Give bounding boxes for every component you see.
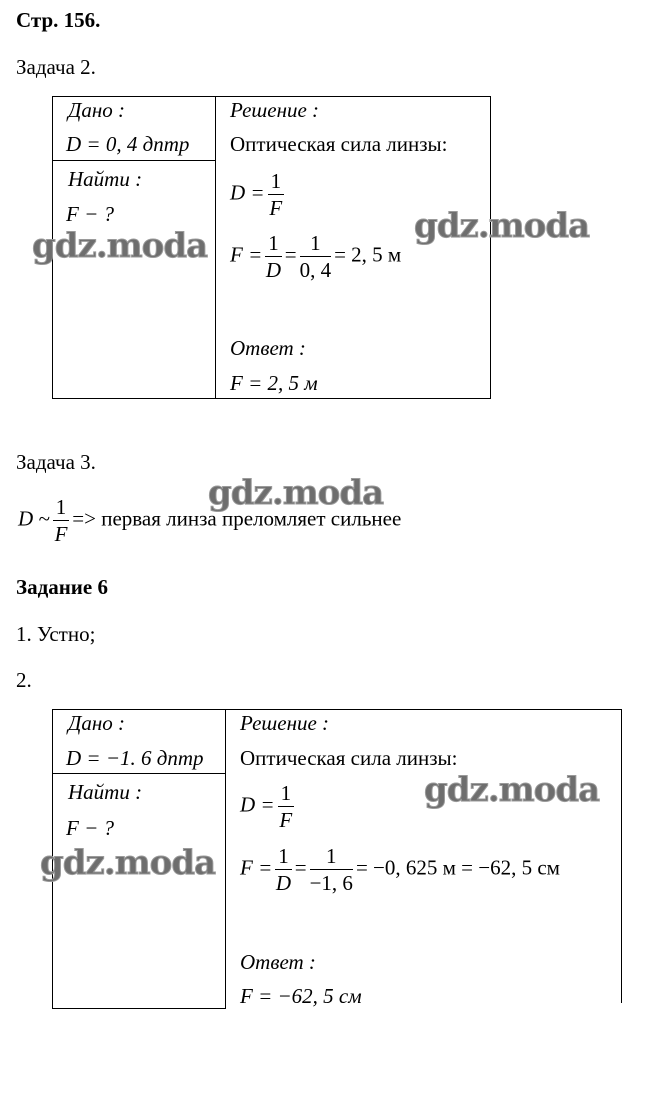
ex6-formula-2 <box>240 845 560 894</box>
task2-f2-den1: D <box>265 258 282 283</box>
task2-solution-label: Решение : <box>230 98 320 122</box>
ex6-f2-fraction-1 <box>275 845 292 894</box>
task2-row-divider <box>52 160 216 161</box>
watermark-3: gdz.moda <box>208 473 384 513</box>
exercise6-item-2: 2. <box>16 668 32 692</box>
ex6-f2-fraction-2 <box>310 845 353 894</box>
watermark-4: gdz.moda <box>424 770 600 810</box>
task2-f2-den2: 0, 4 <box>299 258 332 283</box>
task2-answer-value: F = 2, 5 м <box>230 371 318 395</box>
ex6-f2-lhs: F = <box>240 855 273 880</box>
task3-den: F <box>54 522 68 547</box>
task3-text: => первая линза преломляет сильнее <box>72 506 402 531</box>
ex6-f2-num1: 1 <box>275 845 292 870</box>
task2-formula-1 <box>230 170 287 219</box>
exercise6-item-1: 1. Устно; <box>16 622 96 646</box>
ex6-f1-fraction <box>278 782 295 831</box>
task3-heading: Задача 3. <box>16 450 96 474</box>
ex6-answer-label: Ответ : <box>240 950 316 974</box>
task2-f2-fraction-1 <box>265 232 282 281</box>
task2-solution-text: Оптическая сила линзы: <box>230 132 448 156</box>
task2-f2-result: = 2, 5 м <box>334 242 402 267</box>
ex6-answer-value: F = −62, 5 см <box>240 984 362 1008</box>
ex6-f1-num: 1 <box>278 782 295 807</box>
task3-fraction <box>53 496 70 545</box>
ex6-f2-eq: = <box>294 855 307 880</box>
watermark-1: gdz.moda <box>32 226 208 266</box>
task2-f2-eq: = <box>284 242 297 267</box>
ex6-f2-result: = −0, 625 м = −62, 5 см <box>355 855 560 880</box>
task3-lhs: D ~ <box>18 506 50 531</box>
ex6-solution-label: Решение : <box>240 711 330 735</box>
task2-f2-num1: 1 <box>265 232 282 257</box>
ex6-f2-den2: −1, 6 <box>309 871 353 896</box>
ex6-f1-lhs: D = <box>240 792 275 817</box>
task2-formula-2 <box>230 232 401 281</box>
task2-find-label: Найти : <box>68 167 143 191</box>
task2-answer-label: Ответ : <box>230 336 306 360</box>
task2-given-label: Дано : <box>68 98 126 122</box>
task3-num: 1 <box>53 496 70 521</box>
task2-f2-num2: 1 <box>300 232 332 257</box>
watermark-2: gdz.moda <box>414 206 590 246</box>
watermark-5: gdz.moda <box>40 843 216 883</box>
task2-column-divider <box>215 96 216 398</box>
ex6-solution-text: Оптическая сила линзы: <box>240 746 458 770</box>
ex6-find-label: Найти : <box>68 780 143 804</box>
ex6-column-divider <box>225 709 226 1009</box>
ex6-top-border <box>52 709 621 710</box>
task2-find-value: F − ? <box>66 202 114 226</box>
exercise6-heading: Задание 6 <box>16 575 108 599</box>
task2-f2-fraction-2 <box>300 232 332 281</box>
task2-f1-fraction <box>268 170 285 219</box>
ex6-find-value: F − ? <box>66 816 114 840</box>
ex6-bottom-border <box>52 1008 226 1009</box>
page-title: Стр. 156. <box>16 8 101 32</box>
task2-heading: Задача 2. <box>16 55 96 79</box>
task2-f1-lhs: D = <box>230 180 265 205</box>
ex6-f1-den: F <box>279 808 293 833</box>
task2-f2-lhs: F = <box>230 242 263 267</box>
ex6-formula-1 <box>240 782 297 831</box>
ex6-given-label: Дано : <box>68 711 126 735</box>
task2-f1-num: 1 <box>268 170 285 195</box>
ex6-right-border <box>621 709 622 1003</box>
ex6-given-value: D = −1. 6 дптр <box>66 746 204 770</box>
ex6-row-divider <box>52 773 226 774</box>
task2-given-value: D = 0, 4 дптр <box>66 132 190 156</box>
ex6-f2-den1: D <box>275 871 292 896</box>
task2-f1-den: F <box>269 196 283 221</box>
ex6-f2-num2: 1 <box>310 845 353 870</box>
